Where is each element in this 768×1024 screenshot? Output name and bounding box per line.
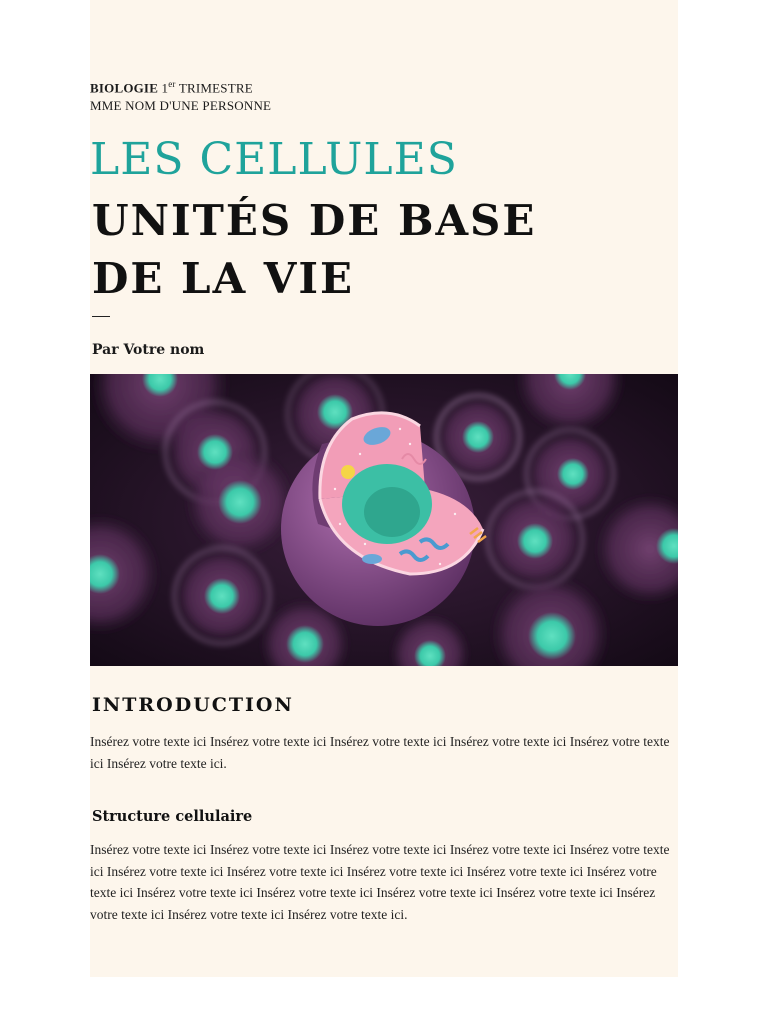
animal-cell-illustration	[90, 374, 678, 666]
document-page	[90, 0, 678, 977]
introduction-body: Insérez votre texte ici Insérez votre texte ici Insérez votre texte ici Insérez votre texte ici Insérez votre texte ici Insérez votre texte ici.	[90, 734, 670, 771]
structure-body: Insérez votre texte ici Insérez votre texte ici Insérez votre texte ici Insérez votre texte ici Insérez votre texte ici Insérez votre texte ici Insérez votre texte ici Insérez votre texte ici Insérez votre texte ici Insérez votre texte ici Insérez votre texte ici Insérez votre texte ici Insérez votre texte ici Insérez votre texte ici Insérez votre texte ici Insérez votre texte ici Insérez votre texte ici.	[90, 842, 670, 922]
introduction-heading: INTRODUCTION	[92, 694, 294, 716]
title-line-3: DE LA VIE	[92, 254, 355, 303]
title-line-2: UNITÉS DE BASE	[92, 196, 537, 245]
author-byline: Par Votre nom	[92, 342, 205, 358]
title-divider	[92, 316, 110, 317]
teacher-name: MME NOM D'UNE PERSONNE	[90, 98, 272, 114]
term-number: 1	[161, 80, 169, 96]
term-label: TRIMESTRE	[178, 80, 253, 96]
term-suffix: er	[168, 79, 176, 89]
subject-label: BIOLOGIE	[90, 80, 159, 96]
course-line	[90, 75, 271, 97]
structure-heading: Structure cellulaire	[92, 808, 253, 825]
page-title	[92, 192, 536, 308]
document-header	[90, 75, 271, 115]
title-accent-line: LES CELLULES	[90, 134, 458, 185]
